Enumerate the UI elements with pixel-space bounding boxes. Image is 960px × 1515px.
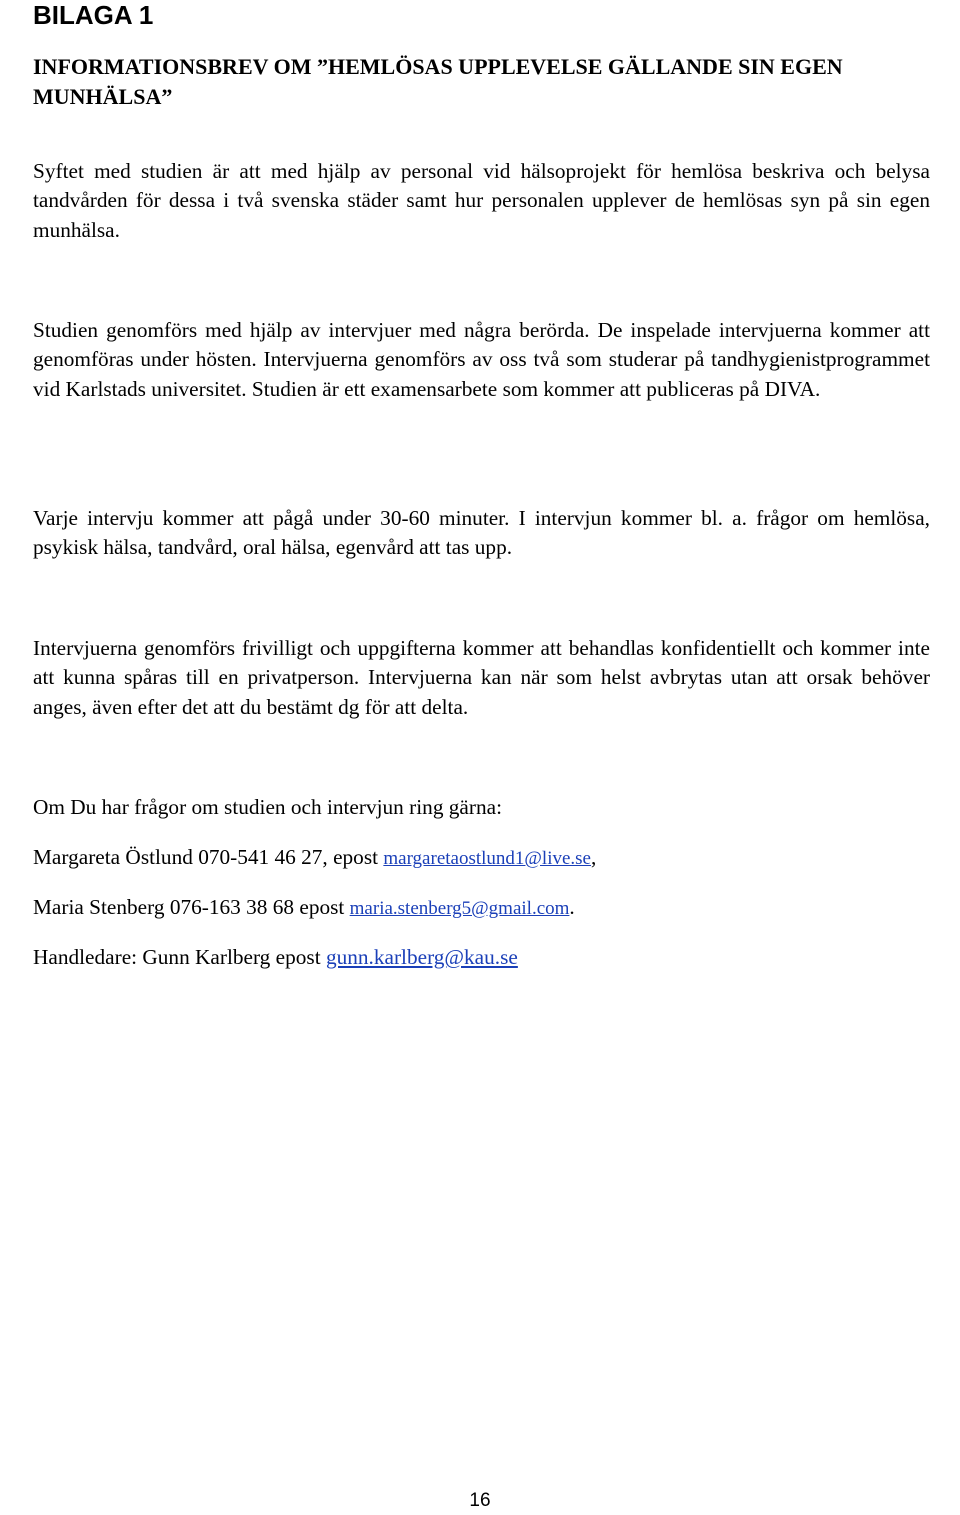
paragraph-purpose: Syftet med studien är att med hjälp av personal vid hälsoprojekt för hemlösa beskriva och belysa tandvården för dessa i två svenska städer samt hur personalen upplever de hemlösas syn på sin egen munhälsa. [33, 159, 930, 242]
contact-person-2 [33, 893, 575, 923]
contact-person-1-suffix: , [590, 845, 597, 869]
appendix-heading: BILAGA 1 [33, 0, 154, 30]
contact-supervisor-text: Handledare: Gunn Karlberg epost [33, 945, 326, 969]
contact-person-1 [33, 843, 596, 873]
contact-person-2-suffix: . [569, 895, 575, 919]
paragraph-confidentiality: Intervjuerna genomförs frivilligt och uppgifterna kommer att behandlas konfidentiellt och kommer inte att kunna spåras till en privatperson. Intervjuerna kan när som helst avbrytas utan att orsak behöver anges, även efter det att du bestämt dg för att delta. [33, 636, 930, 719]
contact-intro: Om Du har frågor om studien och intervjun ring gärna: [33, 795, 502, 819]
letter-title: INFORMATIONSBREV OM ”HEMLÖSAS UPPLEVELSE GÄLLANDE SIN EGEN MUNHÄLSA” [33, 54, 843, 109]
contact-person-2-email-link[interactable]: maria.stenberg5@gmail.com [349, 898, 570, 919]
page-number: 16 [469, 1490, 491, 1511]
contact-person-1-email-link[interactable]: margaretaostlund1@live.se [383, 848, 591, 869]
paragraph-duration: Varje intervju kommer att pågå under 30-60 minuter. I intervjun kommer bl. a. frågor om hemlösa, psykisk hälsa, tandvård, oral hälsa, egenvård att tas upp. [33, 506, 930, 560]
contact-supervisor-email-link[interactable]: gunn.karlberg@kau.se [325, 945, 518, 969]
paragraph-method: Studien genomförs med hjälp av intervjuer med några berörda. De inspelade intervjuerna kommer att genomföras under hösten. Intervjuerna genomförs av oss två som studerar på tandhygienistprogrammet vid Karlstads universitet. Studien är ett examensarbete som kommer att publiceras på DIVA. [33, 318, 930, 401]
contact-person-1-text: Margareta Östlund 070-541 46 27, epost [33, 845, 384, 869]
contact-supervisor [33, 943, 518, 972]
contact-person-2-text: Maria Stenberg 076-163 38 68 epost [33, 895, 350, 919]
